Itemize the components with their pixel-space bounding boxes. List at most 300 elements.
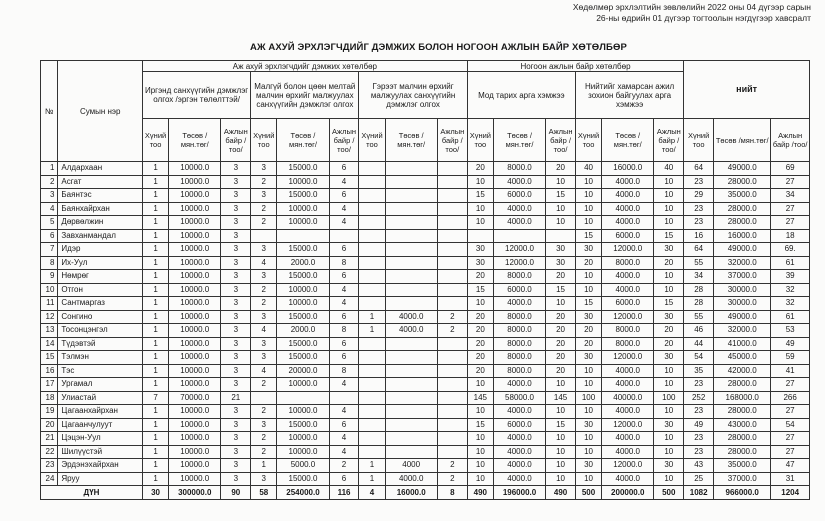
table-cell: 100	[654, 391, 684, 405]
table-cell: 4000.0	[602, 405, 654, 419]
soum-name: Яруу	[58, 472, 143, 486]
table-cell: 10	[575, 216, 601, 230]
table-cell: 2	[437, 324, 467, 338]
table-cell: 4	[329, 175, 359, 189]
table-cell: 2	[251, 202, 277, 216]
table-cell	[359, 337, 385, 351]
table-cell: 4	[329, 283, 359, 297]
table-cell: 4000.0	[602, 432, 654, 446]
table-row	[41, 324, 810, 338]
table-cell	[385, 337, 437, 351]
table-cell	[359, 351, 385, 365]
table-cell: 1	[143, 175, 169, 189]
table-cell: 10000.0	[169, 418, 221, 432]
table-cell: 10	[654, 445, 684, 459]
table-cell: 4000.0	[385, 310, 437, 324]
table-cell: 20	[546, 324, 576, 338]
soum-name: Ургамал	[58, 378, 143, 392]
table-cell: 15	[575, 229, 601, 243]
table-cell: 4000.0	[493, 202, 545, 216]
table-cell: 3	[251, 270, 277, 284]
table-cell: 4000.0	[493, 459, 545, 473]
table-cell: 28	[684, 297, 714, 311]
table-cell: 1	[143, 162, 169, 176]
table-cell	[385, 162, 437, 176]
row-number: 5	[41, 216, 58, 230]
table-cell: 4	[329, 297, 359, 311]
table-cell: 4000.0	[493, 297, 545, 311]
table-cell: 4	[329, 405, 359, 419]
table-cell: 3	[251, 337, 277, 351]
table-cell: 29	[684, 189, 714, 203]
table-cell: 30	[575, 459, 601, 473]
table-cell: 6	[329, 243, 359, 257]
table-cell: 6	[329, 162, 359, 176]
table-cell: 49	[771, 337, 810, 351]
table-cell: 1	[359, 459, 385, 473]
total-cell: 490	[546, 486, 576, 500]
table-cell: 30	[575, 243, 601, 257]
appendix-note-line-2: 26-ны өдрийн 01 дүгээр тогтоолын нэгдүгээр хавсралт	[596, 13, 811, 23]
table-cell	[437, 229, 467, 243]
table-cell: 16000.0	[714, 229, 771, 243]
table-cell: 44	[684, 337, 714, 351]
table-cell: 20	[575, 337, 601, 351]
table-cell: 27	[771, 378, 810, 392]
table-cell: 3	[221, 378, 251, 392]
table-cell: 28000.0	[714, 378, 771, 392]
table-cell: 20	[546, 351, 576, 365]
table-cell: 2	[251, 378, 277, 392]
table-cell: 1	[143, 270, 169, 284]
table-cell: 10	[575, 405, 601, 419]
table-cell: 49000.0	[714, 310, 771, 324]
table-cell: 10	[546, 445, 576, 459]
table-cell: 6	[329, 270, 359, 284]
table-cell: 30	[654, 243, 684, 257]
table-row	[41, 229, 810, 243]
table-cell: 23	[684, 432, 714, 446]
table-cell: 100	[575, 391, 601, 405]
table-cell: 34	[684, 270, 714, 284]
table-cell: 15	[575, 297, 601, 311]
soum-name: Баянхайрхан	[58, 202, 143, 216]
table-cell: 20	[467, 162, 493, 176]
table-cell: 20	[575, 324, 601, 338]
table-cell: 6000.0	[493, 283, 545, 297]
table-cell: 10	[467, 405, 493, 419]
row-number: 15	[41, 351, 58, 365]
table-cell: 10000.0	[169, 270, 221, 284]
soum-name: Эрдэнэхайрхан	[58, 459, 143, 473]
table-cell: 1	[143, 283, 169, 297]
table-cell: 2000.0	[277, 256, 329, 270]
table-cell: 10	[546, 472, 576, 486]
table-row	[41, 162, 810, 176]
table-cell: 10	[467, 432, 493, 446]
row-number: 7	[41, 243, 58, 257]
table-cell: 4	[329, 432, 359, 446]
table-cell: 27	[771, 405, 810, 419]
table-cell: 1	[143, 324, 169, 338]
total-cell: 58	[251, 486, 277, 500]
table-cell: 10	[546, 432, 576, 446]
table-cell: 39	[771, 270, 810, 284]
soum-name: Цагаанчулуут	[58, 418, 143, 432]
table-cell: 35	[684, 364, 714, 378]
table-cell: 10000.0	[169, 351, 221, 365]
table-cell: 4000.0	[493, 405, 545, 419]
table-row	[41, 175, 810, 189]
table-cell: 32	[771, 297, 810, 311]
table-cell: 15000.0	[277, 270, 329, 284]
table-cell: 10000.0	[169, 324, 221, 338]
total-label: ДҮН	[41, 486, 143, 500]
soum-name: Тосонцэнгэл	[58, 324, 143, 338]
table-cell: 10	[575, 283, 601, 297]
table-cell: 2	[437, 459, 467, 473]
table-cell: 21	[221, 391, 251, 405]
table-cell: 20	[654, 256, 684, 270]
table-cell: 1	[143, 351, 169, 365]
table-cell: 6000.0	[493, 418, 545, 432]
table-cell: 10	[575, 445, 601, 459]
group-header-green-jobs: Ногоон ажлын байр хөтөлбөр	[467, 61, 683, 72]
soum-name: Улиастай	[58, 391, 143, 405]
table-cell: 3	[251, 351, 277, 365]
table-cell: 4	[329, 445, 359, 459]
table-cell	[359, 445, 385, 459]
table-cell	[251, 229, 277, 243]
table-cell: 3	[221, 175, 251, 189]
table-cell: 30000.0	[714, 283, 771, 297]
table-cell	[385, 297, 437, 311]
table-cell: 70000.0	[169, 391, 221, 405]
table-cell: 20000.0	[277, 364, 329, 378]
table-cell: 4	[329, 216, 359, 230]
table-cell	[359, 405, 385, 419]
table-cell: 2	[251, 283, 277, 297]
table-cell: 1	[143, 378, 169, 392]
table-cell: 20	[575, 256, 601, 270]
table-cell	[437, 270, 467, 284]
table-cell: 15	[654, 229, 684, 243]
table-cell: 20	[467, 324, 493, 338]
table-cell: 23	[684, 175, 714, 189]
table-cell: 10	[575, 189, 601, 203]
table-cell: 28000.0	[714, 202, 771, 216]
col-name-header: Сумын нэр	[58, 61, 143, 162]
table-cell: 1	[143, 216, 169, 230]
table-cell: 10	[546, 175, 576, 189]
table-cell	[493, 229, 545, 243]
table-cell: 4000.0	[602, 445, 654, 459]
table-cell: 15	[546, 418, 576, 432]
table-row	[41, 364, 810, 378]
table-cell: 10000.0	[169, 364, 221, 378]
table-cell: 4000.0	[602, 189, 654, 203]
table-cell: 30	[546, 243, 576, 257]
table-cell: 34	[771, 189, 810, 203]
total-cell: 4	[359, 486, 385, 500]
table-cell: 6000.0	[602, 297, 654, 311]
soum-name: Асгат	[58, 175, 143, 189]
table-cell: 1	[143, 459, 169, 473]
table-cell	[385, 391, 437, 405]
table-cell: 10000.0	[169, 243, 221, 257]
table-cell: 3	[221, 351, 251, 365]
table-row	[41, 283, 810, 297]
leaf-header: Ажлын байр /тоо/	[654, 119, 684, 162]
table-cell: 1	[143, 445, 169, 459]
table-cell: 10000.0	[169, 432, 221, 446]
table-cell: 10	[546, 459, 576, 473]
table-row	[41, 378, 810, 392]
table-cell: 10000.0	[169, 445, 221, 459]
table-cell: 27	[771, 432, 810, 446]
leaf-header: Ажлын байр /тоо/	[221, 119, 251, 162]
table-cell: 55	[684, 256, 714, 270]
table-cell: 12000.0	[493, 256, 545, 270]
table-cell	[359, 162, 385, 176]
table-cell: 20	[467, 310, 493, 324]
table-cell: 15	[467, 418, 493, 432]
table-cell: 8000.0	[493, 364, 545, 378]
table-cell: 20	[467, 337, 493, 351]
table-cell: 4000.0	[602, 216, 654, 230]
table-cell: 37000.0	[714, 270, 771, 284]
table-cell: 40	[575, 162, 601, 176]
table-cell: 3	[251, 310, 277, 324]
table-cell: 3	[221, 297, 251, 311]
table-cell: 3	[251, 243, 277, 257]
table-cell: 15000.0	[277, 337, 329, 351]
table-cell: 10	[654, 364, 684, 378]
table-cell: 23	[684, 202, 714, 216]
table-cell	[437, 351, 467, 365]
table-cell: 64	[684, 243, 714, 257]
table-cell: 2	[251, 216, 277, 230]
table-cell: 8000.0	[493, 270, 545, 284]
leaf-header: Ажлын байр /тоо/	[329, 119, 359, 162]
row-number: 24	[41, 472, 58, 486]
table-row	[41, 310, 810, 324]
table-cell: 8	[329, 256, 359, 270]
table-cell: 20	[546, 337, 576, 351]
table-cell: 6000.0	[493, 189, 545, 203]
table-cell: 1	[143, 229, 169, 243]
table-cell: 12000.0	[602, 310, 654, 324]
table-cell: 4000.0	[493, 216, 545, 230]
table-cell: 4000.0	[385, 472, 437, 486]
table-cell: 252	[684, 391, 714, 405]
table-cell: 61	[771, 256, 810, 270]
table-cell: 4000.0	[602, 270, 654, 284]
subgroup-header: Нийтийг хамарсан ажил зохион байгуулах арга хэмжээ	[575, 72, 683, 119]
table-cell: 37000.0	[714, 472, 771, 486]
table-cell: 10	[654, 432, 684, 446]
table-cell: 69.	[771, 243, 810, 257]
table-cell: 15000.0	[277, 162, 329, 176]
table-cell	[329, 391, 359, 405]
table-cell: 5000.0	[277, 459, 329, 473]
subgroup-header: Иргэнд санхүүгийн дэмжлэг олгох /эргэн төлөлттэй/	[143, 72, 251, 119]
group-header-livelihood: Аж ахуй эрхлэгчдийг дэмжих хөтөлбөр	[143, 61, 468, 72]
table-cell: 4	[251, 324, 277, 338]
soum-name: Сантмаргаз	[58, 297, 143, 311]
soum-name: Отгон	[58, 283, 143, 297]
table-cell: 8	[329, 324, 359, 338]
table-cell: 20	[467, 270, 493, 284]
table-cell: 32000.0	[714, 256, 771, 270]
table-cell: 15000.0	[277, 418, 329, 432]
table-cell	[437, 432, 467, 446]
row-number: 3	[41, 189, 58, 203]
table-cell: 28000.0	[714, 216, 771, 230]
soum-name: Сонгино	[58, 310, 143, 324]
table-cell: 49	[684, 418, 714, 432]
table-cell: 10	[654, 216, 684, 230]
table-cell	[359, 175, 385, 189]
table-cell: 1	[143, 432, 169, 446]
table-cell: 6000.0	[602, 229, 654, 243]
table-cell: 30	[546, 256, 576, 270]
table-cell: 15	[654, 297, 684, 311]
table-cell	[437, 216, 467, 230]
table-cell: 10	[575, 175, 601, 189]
table-cell: 10	[546, 202, 576, 216]
table-cell: 1	[359, 472, 385, 486]
table-row	[41, 297, 810, 311]
table-cell	[359, 432, 385, 446]
table-cell: 23	[684, 405, 714, 419]
total-row	[41, 486, 810, 500]
table-cell: 1	[359, 324, 385, 338]
table-cell: 7	[143, 391, 169, 405]
table-cell: 10	[467, 216, 493, 230]
table-cell: 1	[143, 364, 169, 378]
total-cell: 254000.0	[277, 486, 329, 500]
table-cell	[437, 337, 467, 351]
table-cell: 30	[467, 256, 493, 270]
soum-name: Их-Уул	[58, 256, 143, 270]
table-cell: 27	[771, 216, 810, 230]
table-cell: 1	[143, 310, 169, 324]
table-cell: 10000.0	[169, 337, 221, 351]
total-cell: 490	[467, 486, 493, 500]
table-cell	[359, 418, 385, 432]
table-cell: 15000.0	[277, 472, 329, 486]
table-cell: 15000.0	[277, 243, 329, 257]
table-cell: 6	[329, 310, 359, 324]
total-cell: 16000.0	[385, 486, 437, 500]
table-cell: 6	[329, 351, 359, 365]
table-cell	[359, 297, 385, 311]
table-cell: 41	[771, 364, 810, 378]
total-cell: 200000.0	[602, 486, 654, 500]
table-cell	[359, 391, 385, 405]
table-cell	[437, 297, 467, 311]
table-cell: 43	[684, 459, 714, 473]
soum-name: Цэцэн-Уул	[58, 432, 143, 446]
table-cell: 12000.0	[602, 243, 654, 257]
row-number: 4	[41, 202, 58, 216]
table-cell: 10	[546, 405, 576, 419]
table-cell	[329, 229, 359, 243]
table-cell: 10	[654, 472, 684, 486]
table-cell: 8000.0	[493, 324, 545, 338]
table-cell: 1	[143, 472, 169, 486]
table-cell: 28	[684, 283, 714, 297]
table-cell: 10000.0	[169, 472, 221, 486]
table-cell: 4000.0	[493, 432, 545, 446]
total-cell: 1082	[684, 486, 714, 500]
table-cell: 18	[771, 229, 810, 243]
table-cell: 4000.0	[493, 175, 545, 189]
table-cell: 3	[221, 189, 251, 203]
table-cell: 64	[684, 162, 714, 176]
table-cell: 4	[329, 378, 359, 392]
total-cell: 300000.0	[169, 486, 221, 500]
table-cell: 10	[575, 378, 601, 392]
table-cell: 10	[467, 297, 493, 311]
table-cell: 1	[143, 405, 169, 419]
table-cell: 12000.0	[602, 418, 654, 432]
table-cell: 10	[654, 405, 684, 419]
table-cell	[385, 202, 437, 216]
table-cell: 35000.0	[714, 459, 771, 473]
leaf-header: Төсөв /мян.төг/	[277, 119, 329, 162]
row-number: 8	[41, 256, 58, 270]
table-cell: 30	[575, 418, 601, 432]
table-cell	[437, 378, 467, 392]
table-cell: 20	[546, 310, 576, 324]
table-cell: 16	[684, 229, 714, 243]
table-cell	[385, 283, 437, 297]
table-cell: 4000.0	[493, 445, 545, 459]
table-cell: 4	[251, 364, 277, 378]
table-cell: 3	[221, 432, 251, 446]
soum-name: Тэлмэн	[58, 351, 143, 365]
table-cell: 10000.0	[169, 378, 221, 392]
table-cell: 16000.0	[602, 162, 654, 176]
table-row	[41, 256, 810, 270]
table-cell: 3	[221, 243, 251, 257]
table-cell: 145	[546, 391, 576, 405]
program-table	[40, 60, 810, 500]
table-cell: 40	[654, 162, 684, 176]
table-cell: 30	[654, 310, 684, 324]
leaf-header: Хүний тоо	[359, 119, 385, 162]
table-cell: 10000.0	[169, 189, 221, 203]
table-row	[41, 351, 810, 365]
table-cell: 2	[251, 432, 277, 446]
table-cell: 15	[467, 283, 493, 297]
table-cell: 53	[771, 324, 810, 338]
table-cell: 28000.0	[714, 432, 771, 446]
table-cell: 15000.0	[277, 189, 329, 203]
table-cell	[385, 378, 437, 392]
subgroup-header: Малгүй болон цөөн мелтай малчин өрхийг малжуулах санхүүгийн дэмжлэг олгох	[251, 72, 359, 119]
table-row	[41, 391, 810, 405]
table-cell: 2	[437, 310, 467, 324]
table-cell: 4	[329, 202, 359, 216]
table-cell: 3	[221, 283, 251, 297]
table-cell: 3	[221, 459, 251, 473]
soum-name: Шилүүстэй	[58, 445, 143, 459]
row-number: 10	[41, 283, 58, 297]
table-cell: 10	[467, 472, 493, 486]
